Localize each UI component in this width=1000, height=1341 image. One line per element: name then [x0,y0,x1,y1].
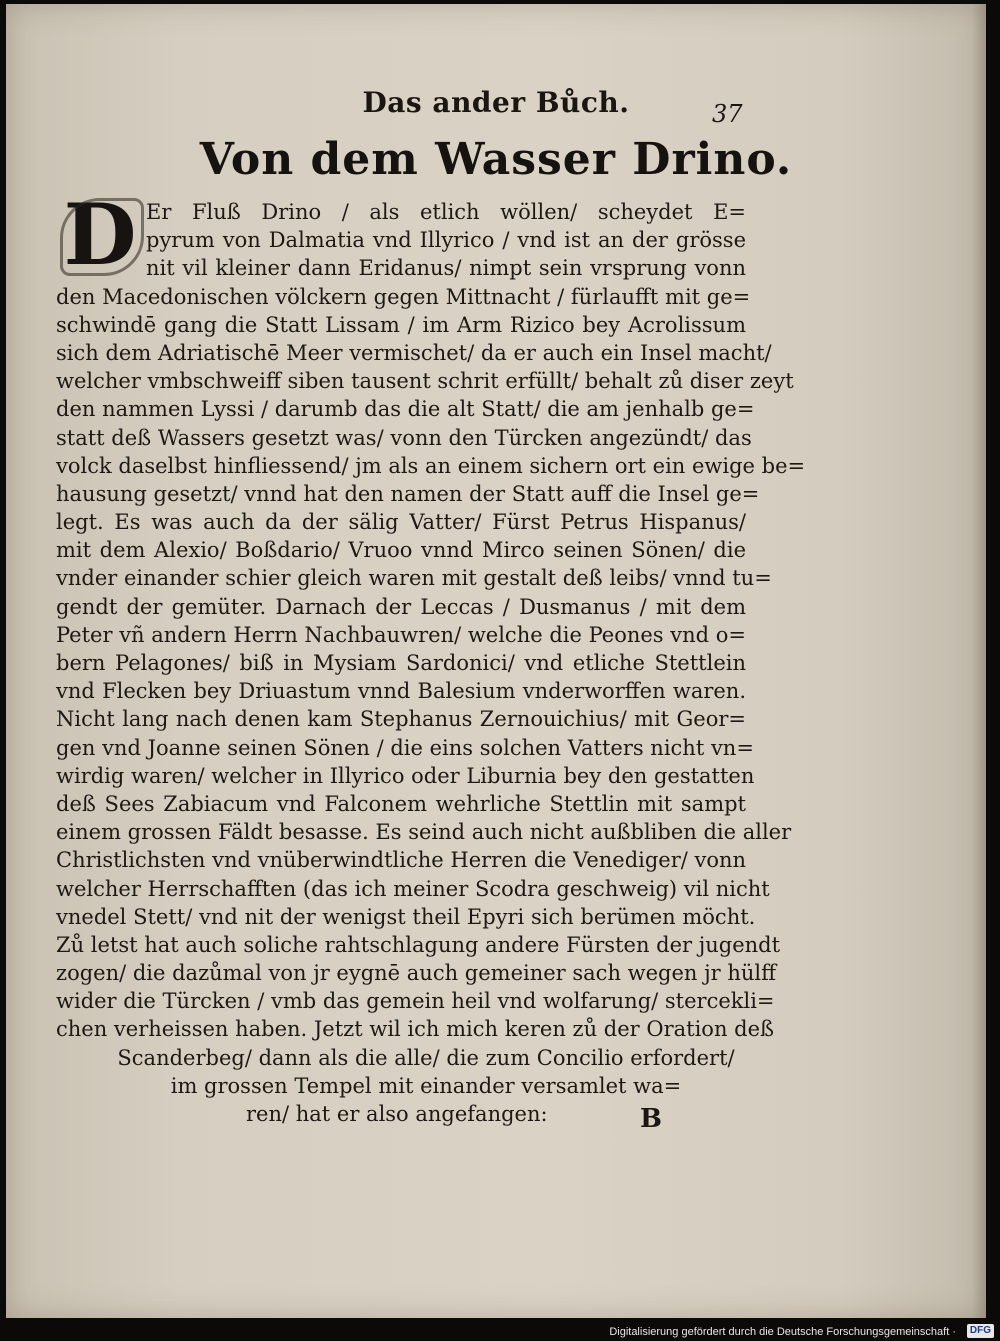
text-line: volck daselbst hinfliessend/ jm als an einem sichern ort ein ewige be= [56,453,806,478]
text-line: gen vnd Joanne seinen Sönen / die eins solchen Vatters nicht vn= [56,735,754,760]
page-number: 37 [712,100,743,128]
text-line: im grossen Tempel mit einander versamlet wa= [170,1073,682,1098]
text-line: vnd Flecken bey Driuastum vnnd Balesium vnderworffen waren. [56,679,746,704]
text-line: wider die Türcken / vmb das gemein heil vnd wolfarung/ stercekli= [56,989,775,1014]
text-line: vnedel Stett/ vnd nit der wenigst theil Epyri sich berümen möcht. [56,904,756,929]
text-line: hausung gesetzt/ vnnd hat den namen der Statt auff die Insel ge= [56,481,760,506]
text-line: vnder einander schier gleich waren mit gestalt deß leibs/ vnnd tu= [56,566,772,591]
text-line: gendt der gemüter. Darnach der Leccas / Dusmanus / mit dem [56,594,746,619]
text-line: Peter vñ andern Herrn Nachbauwren/ welche die Peones vnd o= [56,622,746,647]
text-line: schwindē gang die Statt Lissam / im Arm Rizico bey Acrolissum [56,312,746,337]
text-line: Er Fluß Drino / als etlich wöllen/ scheydet E= [146,200,746,224]
body-text [56,198,806,1128]
text-line: welcher vmbschweiff siben tausent schrit erfüllt/ behalt zů diser zeyt [56,369,794,394]
signature-mark: B [640,1104,662,1134]
text-line: mit dem Alexio/ Boßdario/ Vruoo vnnd Mirco seinen Sönen/ die [56,538,746,563]
page-edge-shadow [972,4,986,1318]
funding-credit: Digitalisierung gefördert durch die Deutsche Forschungsgemeinschaft · [609,1326,956,1338]
text-line: statt deß Wassers gesetzt was/ vonn den Türcken angezündt/ das [56,425,752,450]
chapter-title: Von dem Wasser Drino. [199,134,793,185]
text-line: wirdig waren/ welcher in Illyrico oder Liburnia bey den gestatten [56,763,755,788]
text-line: chen verheissen haben. Jetzt wil ich mich keren zů der Oration deß [56,1017,775,1042]
text-line: bern Pelagones/ biß in Mysiam Sardonici/ vnd etliche Stettlein [56,651,746,675]
text-line: Scanderbeg/ dann als die alle/ die zum Concilio erfordert/ [117,1045,735,1070]
footer-bar [0,1319,1000,1341]
text-line: sich dem Adriatischē Meer vermischet/ da er auch ein Insel macht/ [56,340,772,365]
text-line: Christlichsten vnd vnüberwindtliche Herren die Venediger/ vonn [56,848,747,873]
text-line: ren/ hat er also angefangen: [246,1102,548,1126]
text-line: den Macedonischen völckern gegen Mittnacht / fürlaufft mit ge= [56,284,751,309]
text-line: zogen/ die dazůmal von jr eygnē auch gemeiner sach wegen jr hülff [56,961,777,986]
text-line: einem grossen Fäldt besasse. Es seind auch nicht außbliben die aller [56,820,792,845]
dfg-logo: DFG [967,1324,994,1338]
book-page [6,4,986,1318]
text-line: nit vil kleiner dann Eridanus/ nimpt sein vrsprung vonn [146,256,746,281]
text-line: pyrum von Dalmatia vnd Illyrico / vnd ist an der grösse [146,228,746,253]
text-line: welcher Herrschafften (das ich meiner Scodra geschweig) vil nicht [56,876,770,901]
text-line: deß Sees Zabiacum vnd Falconem wehrliche Stettlin mit sampt [56,791,746,816]
running-head: Das ander Bůch. [362,86,630,119]
text-line: legt. Es was auch da der sälig Vatter/ Fürst Petrus Hispanus/ [56,510,746,535]
decorated-initial: D [58,192,142,278]
text-line: Nicht lang nach denen kam Stephanus Zernouichius/ mit Geor= [56,707,746,732]
text-line: den nammen Lyssi / darumb das die alt Statt/ die am jenhalb ge= [56,397,755,422]
text-line: Zů letst hat auch soliche rahtschlagung andere Fürsten der jugendt [56,932,781,957]
